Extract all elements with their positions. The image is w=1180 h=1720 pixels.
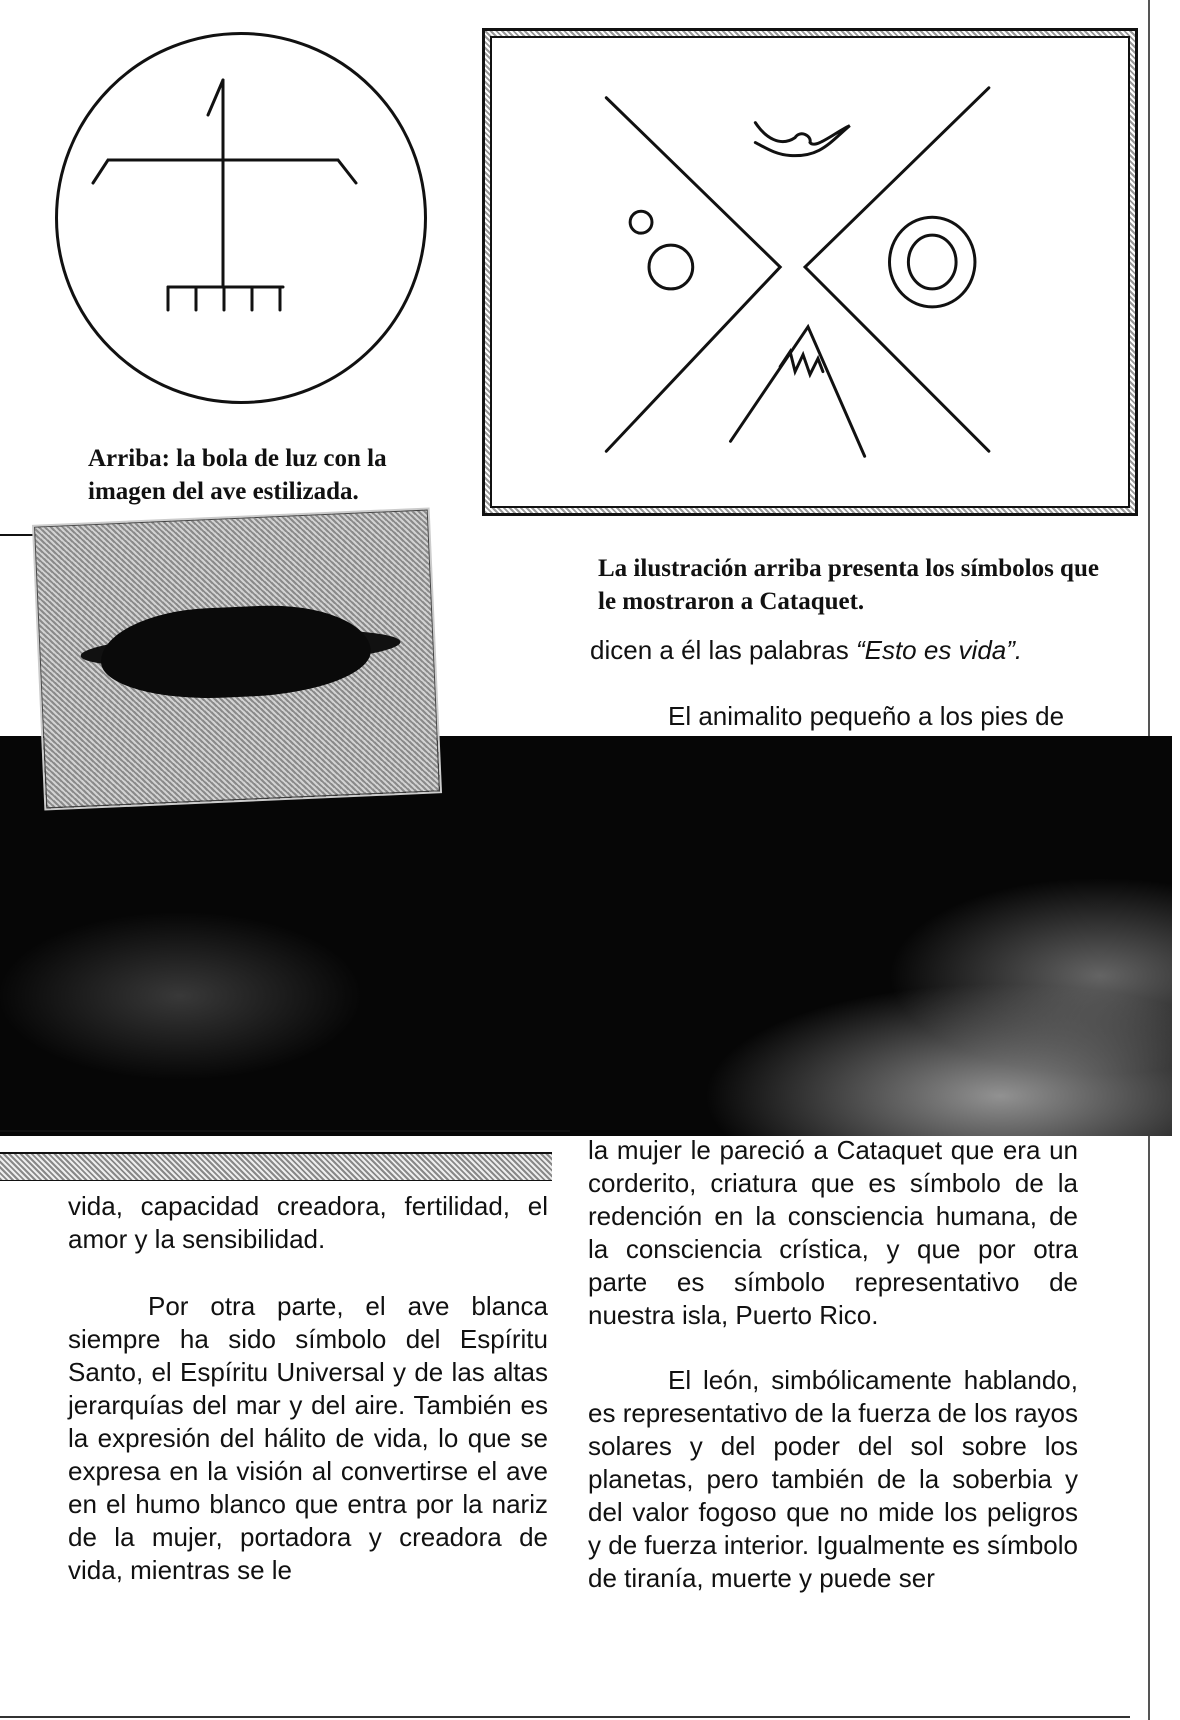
paragraph-start: El animalito pequeño a los pies de xyxy=(668,701,1065,731)
circle-caption: Arriba: la bola de luz con la imagen del ave estilizada. xyxy=(88,445,387,505)
ball-of-light-figure xyxy=(55,32,427,404)
illustration-caption: La ilustración arriba presenta los símbolos que le mostraron a Cataquet. xyxy=(598,555,1099,615)
left-paragraph-bird: Por otra parte, el ave blanca siempre ha sido símbolo del Espíritu Santo, el Espíritu Universal y de las altas jerarquías del mar y del aire. También es la expresión del hálito de vida, lo que se expresa en la visión al convertirse el ave en el humo blanco que entra por la nariz de la mujer, portadora y creadora de vida, mientras se le xyxy=(68,1291,548,1585)
symbols-drawing-icon xyxy=(492,38,1128,506)
symbols-illustration xyxy=(490,36,1130,508)
intro-text: dicen a él las palabras xyxy=(590,635,849,665)
stylized-bird-icon xyxy=(58,35,424,401)
ufo-shape xyxy=(99,601,373,703)
symbols-illustration-frame xyxy=(482,28,1138,516)
bottom-edge-line xyxy=(0,1716,1130,1718)
right-paragraph-lamb: la mujer le pareció a Cataquet que era un corderito, criatura que es símbolo de la redención en la consciencia humana, de la consciencia crística, y que por otra parte es símbolo representativo de nuestra isla, Puerto Rico. xyxy=(588,1135,1078,1330)
ufo-photo xyxy=(34,510,440,809)
left-paragraph-life: vida, capacidad creadora, fertilidad, el amor y la sensibilidad. xyxy=(68,1191,548,1254)
right-paragraph-lion: El león, simbólicamente hablando, es representativo de la fuerza de los rayos solares y del poder del sol sobre los planetas, pero también de la soberbia y del valor fogoso que no mide los peligros y de fuerza interior. Igualmente es símbolo de tiranía, muerte y puede ser xyxy=(588,1365,1078,1593)
intro-quote: “Esto es vida”. xyxy=(855,635,1023,665)
hatched-divider xyxy=(0,1152,552,1181)
section-rule xyxy=(0,1130,570,1132)
intro-line xyxy=(590,634,1110,667)
